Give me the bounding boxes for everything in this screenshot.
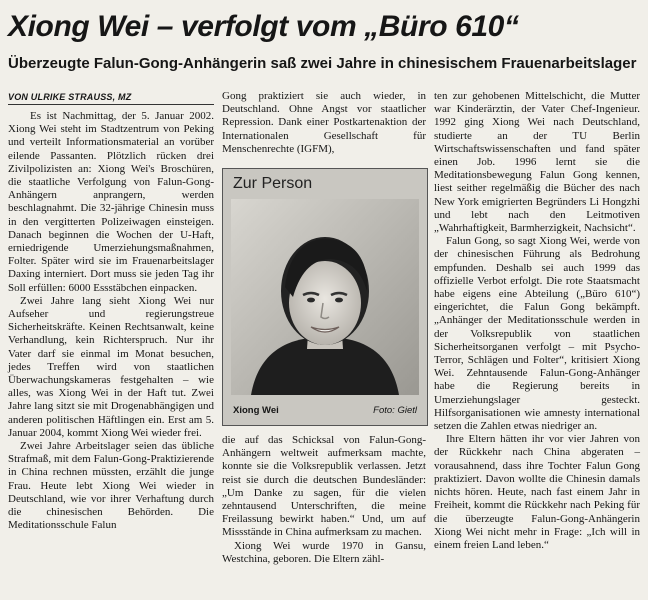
profile-box [222, 168, 428, 426]
paragraph: Xiong Wei wurde 1970 in Gansu, Westchina, geboren. Die Eltern zähl- [222, 539, 426, 565]
headline: Xiong Wei – verfolgt vom „Büro 610“ [8, 10, 519, 43]
paragraph: die auf das Schicksal von Falun-Gong-Anhängern weltweit aufmerksam machte, konnte sie die Volksrepublik verlassen. Jetzt reist sie durch die deutschen Bundesländer: „Um Danke zu sagen, für die vielen zehntausend Unterschriften, die meine Freilassung bewirkt haben.“ Und, um auf Missstände in China aufmerksam zu machen. [222, 434, 426, 539]
column-2-top [222, 90, 426, 156]
paragraph: ten zur gehobenen Mittelschicht, die Mutter war Kinderärztin, der Vater Chef-Ingenieur. 1992 ging Xiong Wei nach Deutschland, studierte an der TU Berlin Wirtschaftswissenschaften und fand später einen Job. 1996 lernt sie die Meditationsbewegung Falun Gong kennen, liest seither regelmäßig die Bücher des nach New York emigrierten Begründers Li Hongzhi und lebt nach den Leitmotiven „Wahrhaftigkeit, Barmherzigkeit, Nachsicht“. [434, 90, 640, 235]
column-1 [8, 110, 214, 533]
photo-credit: Foto: Gietl [373, 405, 417, 416]
paragraph: Zwei Jahre Arbeitslager seien das übliche Strafmaß, mit dem Falun-Gong-Praktizierende in China rechnen müssten, erzählt die junge Frau. Heute lebt Xiong Wei wieder in Deutschland, wie vor ihrer Verhaftung durch die chinesischen Behörden. Die Meditationsschule Falun [8, 440, 214, 532]
byline-rule [8, 104, 214, 105]
column-3 [434, 90, 640, 552]
byline: VON ULRIKE STRAUSS, MZ [8, 92, 132, 102]
paragraph: Es ist Nachmittag, der 5. Januar 2002. Xiong Wei steht im Stadtzentrum von Peking und verteilt Informationsmaterial an vorüber eilende Passanten. Plötzlich rücken drei Zivilpolizisten an: Xiong Wei's Broschüren, die staatliche Verfolgung von Falun-Gong-Anhängern anprangern, werden beschlagnahmt. Die 32-jährige Chinesin muss in den vergitterten Polizeiwagen einsteigen. Danach beginnen die Wochen der U-Haft, erniedrigende Umerziehungsmaßnahmen, Folter. Später wird sie im Frauenarbeitslager Daxing interniert. Dort muss sie jeden Tag ihr Soll erfüllen: 6000 Essstäbchen einpacken. [8, 110, 214, 294]
column-2-bottom [222, 434, 426, 566]
portrait-photo [231, 199, 419, 395]
paragraph: Falun Gong, so sagt Xiong Wei, werde von der chinesischen Führung als Bedrohung empfunden. Deshalb sei auch 1999 das offizielle Verbot erfolgt. Die rote Staatsmacht habe eigens eine Abteilung („Büro 610“) eingerichtet, die Falun Gong bekämpft. „Anhänger der Meditationsschule werden in der Volksrepublik von staatlichen Sicherheitsorganen verfolgt – mit Psycho-Terror, Schlägen und Folter“, kritisiert Xiong Wei. Zehntausende Falun-Gong-Anhänger habe die Regierung bereits in Umerziehungslager gesteckt. Hilfsorganisationen wie amnesty international setzen die Zahlen etwas niedriger an. [434, 235, 640, 433]
photo-caption: Xiong Wei [233, 405, 279, 416]
subheadline: Überzeugte Falun-Gong-Anhängerin saß zwei Jahre in chinesischem Frauenarbeitslager [8, 55, 637, 72]
profile-box-title: Zur Person [233, 175, 313, 192]
paragraph: Ihre Eltern hätten ihr vor vier Jahren von der Rückkehr nach China abgeraten – vorausahnend, dass ihre Tochter Falun Gong praktiziert. Davon wollte die Chinesin damals nichts hören. Heute, nach fast einem Jahr in Freiheit, kommt die Rückkehr nach Peking für die überzeugte Falun-Gong-Anhängerin Xiong Wei nicht mehr in Frage: „Ich will in einem freien Land leben.“ [434, 433, 640, 551]
paragraph: Zwei Jahre lang sieht Xiong Wei nur Aufseher und regierungstreue Sicherheitskräfte. Keinen Rechtsanwalt, keine Verhandlung, kein Richterspruch. Nur ihr Vater darf sie einmal im Monat besuchen, jedes Treffen wird von staatlichen Überwachungskameras festgehalten – wie alles, was Xiong Wei in der Haft tut. Zwei Jahre lang sitzt sie mit Drogenabhängigen und anderen politischen Häftlingen ein. Erst am 5. Januar 2004, kommt Xiong Wei wieder frei. [8, 294, 214, 439]
paragraph: Gong praktiziert sie auch wieder, in Deutschland. Ohne Angst vor staatlicher Repression. Dank einer Postkartenaktion der Internationalen Gesellschaft für Menschenrechte (IGFM), [222, 90, 426, 155]
